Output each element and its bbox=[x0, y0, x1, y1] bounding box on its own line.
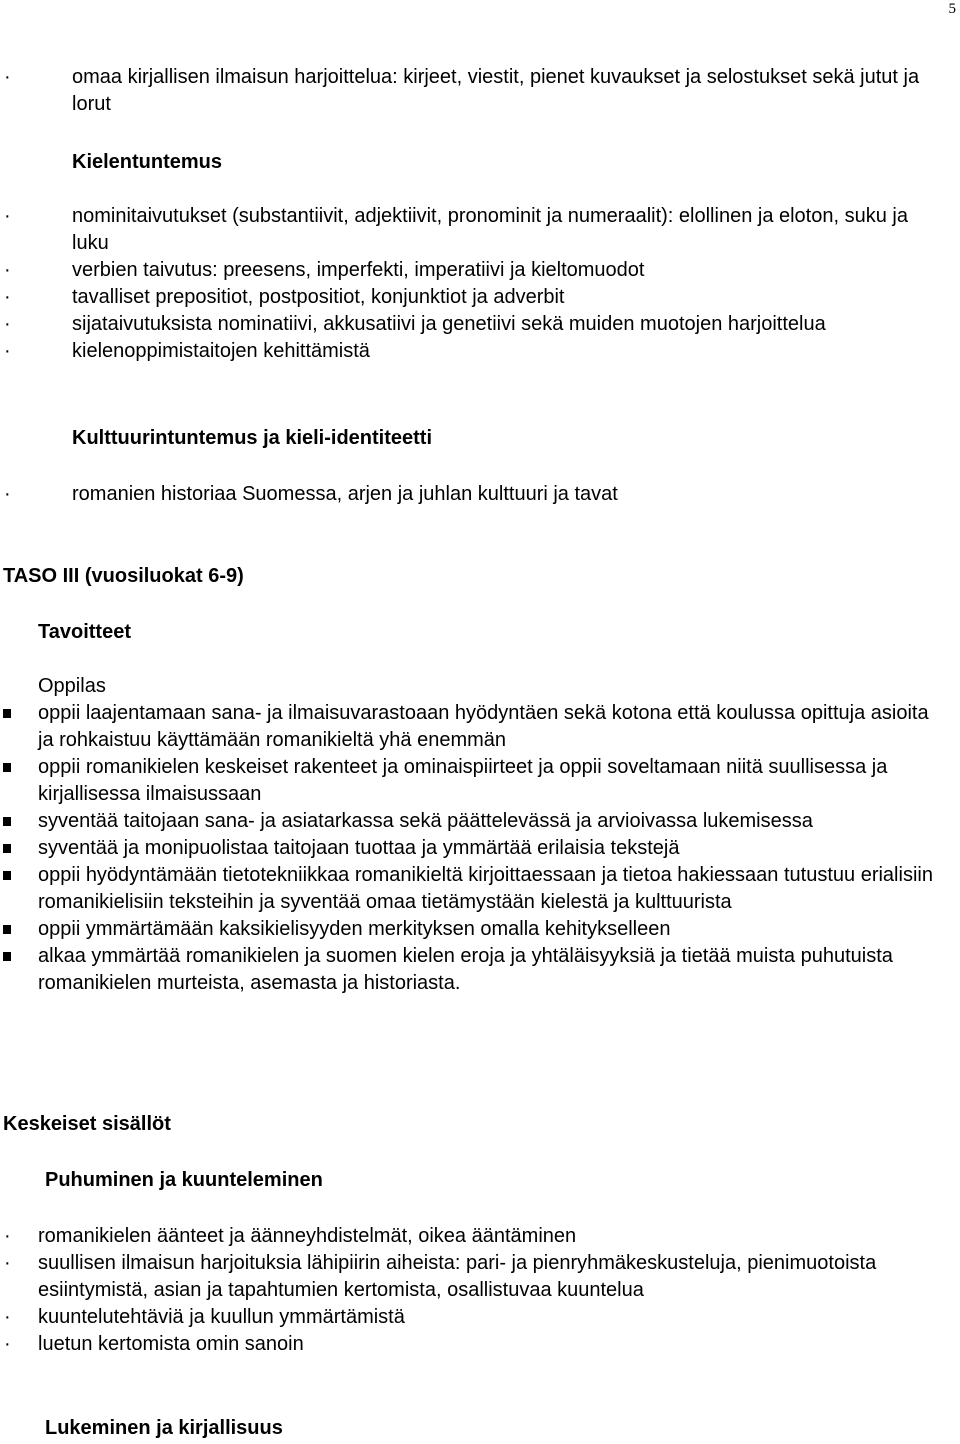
list-item-text: verbien taivutus: preesens, imperfekti, imperatiivi ja kieltomuodot bbox=[72, 259, 645, 281]
list-item-text: luetun kertomista omin sanoin bbox=[38, 1333, 304, 1355]
list-item-text: omaa kirjallisen ilmaisun harjoittelua: kirjeet, viestit, pienet kuvaukset ja selostukset sekä jutut ja lorut bbox=[72, 66, 920, 115]
list-item bbox=[0, 835, 960, 862]
list-item bbox=[0, 916, 960, 943]
list-item-text: nominitaivutukset (substantiivit, adjektiivit, pronominit ja numeraalit): elollinen ja eloton, suku ja luku bbox=[72, 205, 908, 254]
kielentuntemus-list-wrap bbox=[0, 203, 960, 365]
dot-bullet-icon: · bbox=[4, 1225, 11, 1247]
intro-list bbox=[0, 64, 960, 118]
list-item bbox=[0, 257, 960, 284]
list-item-text: oppii ymmärtämään kaksikielisyyden merkityksen omalla kehitykselleen bbox=[38, 918, 671, 940]
dot-bullet-icon: · bbox=[4, 483, 11, 505]
list-item bbox=[0, 338, 960, 365]
list-item-text: romanikielen äänteet ja äänneyhdistelmät, oikea ääntäminen bbox=[38, 1225, 577, 1247]
square-bullet-icon bbox=[3, 817, 11, 826]
keskeiset-section bbox=[0, 1111, 960, 1138]
oppilas-label: Oppilas bbox=[38, 675, 106, 697]
section-heading: Kulttuurintuntemus ja kieli-identiteetti bbox=[72, 427, 433, 449]
goals-list bbox=[0, 700, 960, 997]
list-item-text: syventää ja monipuolistaa taitojaan tuottaa ja ymmärtää erilaisia tekstejä bbox=[38, 837, 680, 859]
dot-bullet-icon: · bbox=[4, 313, 11, 335]
level-heading: TASO III (vuosiluokat 6-9) bbox=[3, 565, 244, 587]
subsection-heading: Lukeminen ja kirjallisuus bbox=[45, 1417, 283, 1439]
oppilas-wrap bbox=[0, 673, 960, 700]
list-item-text: oppii hyödyntämään tietotekniikkaa romanikieltä kirjoittaessaan ja tietoa hakiessaan tutustuu erialisiin romanikielisiin teksteihin ja syventää omaa tietämystään kielestä ja kulttuurista bbox=[38, 864, 933, 913]
list-item bbox=[0, 700, 948, 754]
list-item bbox=[0, 1304, 960, 1331]
list-item-text: alkaa ymmärtää romanikielen ja suomen kielen eroja ja yhtäläisyyksiä ja tietää muista puhutuista romanikielen murteista, asemasta ja historiasta. bbox=[38, 945, 893, 994]
list-item-text: sijataivutuksista nominatiivi, akkusatiivi ja genetiivi sekä muiden muotojen harjoittelua bbox=[72, 313, 826, 335]
list-item-text: romanien historiaa Suomessa, arjen ja juhlan kulttuuri ja tavat bbox=[72, 483, 618, 505]
dot-bullet-icon: · bbox=[4, 286, 11, 308]
kulttuuri-list bbox=[0, 481, 960, 508]
goals-list-wrap bbox=[0, 700, 960, 997]
list-item bbox=[0, 481, 960, 508]
tavoitteet-heading-wrap bbox=[0, 619, 960, 646]
list-item-text: syventää taitojaan sana- ja asiatarkassa sekä päättelevässä ja arvioivassa lukemisessa bbox=[38, 810, 813, 832]
kielentuntemus-list bbox=[0, 203, 960, 365]
dot-bullet-icon: · bbox=[4, 1333, 11, 1355]
list-item-text: tavalliset prepositiot, postpositiot, konjunktiot ja adverbit bbox=[72, 286, 565, 308]
list-item bbox=[0, 862, 938, 916]
list-item-text: oppii romanikielen keskeiset rakenteet ja ominaispiirteet ja oppii soveltamaan niitä suullisessa ja kirjallisessa ilmaisussaan bbox=[38, 756, 888, 805]
dot-bullet-icon: · bbox=[4, 340, 11, 362]
kulttuuri-list-wrap bbox=[0, 481, 960, 508]
square-bullet-icon bbox=[3, 709, 11, 718]
list-item-text: kuuntelutehtäviä ja kuullun ymmärtämistä bbox=[38, 1306, 405, 1328]
list-item bbox=[0, 1250, 938, 1304]
section-heading: Tavoitteet bbox=[38, 621, 131, 643]
square-bullet-icon bbox=[3, 844, 11, 853]
list-item bbox=[0, 203, 922, 257]
square-bullet-icon bbox=[3, 871, 11, 880]
list-item bbox=[0, 1331, 960, 1358]
subsection-heading: Puhuminen ja kuunteleminen bbox=[45, 1169, 323, 1191]
intro-section bbox=[0, 64, 960, 118]
square-bullet-icon bbox=[3, 763, 11, 772]
list-item-text: oppii laajentamaan sana- ja ilmaisuvarastoaan hyödyntäen sekä kotona että koulussa opittuja asioita ja rohkaistuu käyttämään romanikieltä yhä enemmän bbox=[38, 702, 929, 751]
square-bullet-icon bbox=[3, 952, 11, 961]
list-item-text: suullisen ilmaisun harjoituksia lähipiirin aiheista: pari- ja pienryhmäkeskusteluja, pienimuotoista esiintymistä, asian ja tapahtumien kertomista, osallistuvaa kuuntelua bbox=[38, 1252, 877, 1301]
lukeminen-heading-wrap bbox=[0, 1415, 960, 1442]
list-item bbox=[0, 1223, 960, 1250]
section-heading: Kielentuntemus bbox=[72, 151, 223, 173]
page-number: 5 bbox=[948, 1, 956, 17]
puhuminen-list bbox=[0, 1223, 960, 1358]
dot-bullet-icon: · bbox=[4, 1306, 11, 1328]
list-item bbox=[0, 284, 960, 311]
puhuminen-heading-wrap bbox=[0, 1167, 960, 1194]
dot-bullet-icon: · bbox=[4, 1252, 11, 1274]
section-heading: Keskeiset sisällöt bbox=[3, 1113, 171, 1135]
taso-section bbox=[0, 563, 960, 590]
list-item bbox=[0, 754, 918, 808]
kielentuntemus-section bbox=[0, 149, 960, 176]
puhuminen-list-wrap bbox=[0, 1223, 960, 1358]
dot-bullet-icon: · bbox=[4, 259, 11, 281]
list-item-text: kielenoppimistaitojen kehittämistä bbox=[72, 340, 370, 362]
dot-bullet-icon: · bbox=[4, 205, 11, 227]
list-item bbox=[0, 943, 953, 997]
list-item bbox=[0, 808, 838, 835]
square-bullet-icon bbox=[3, 925, 11, 934]
kulttuuri-section bbox=[0, 425, 960, 452]
list-item bbox=[0, 64, 942, 118]
dot-bullet-icon: · bbox=[4, 66, 11, 88]
list-item bbox=[0, 311, 892, 338]
